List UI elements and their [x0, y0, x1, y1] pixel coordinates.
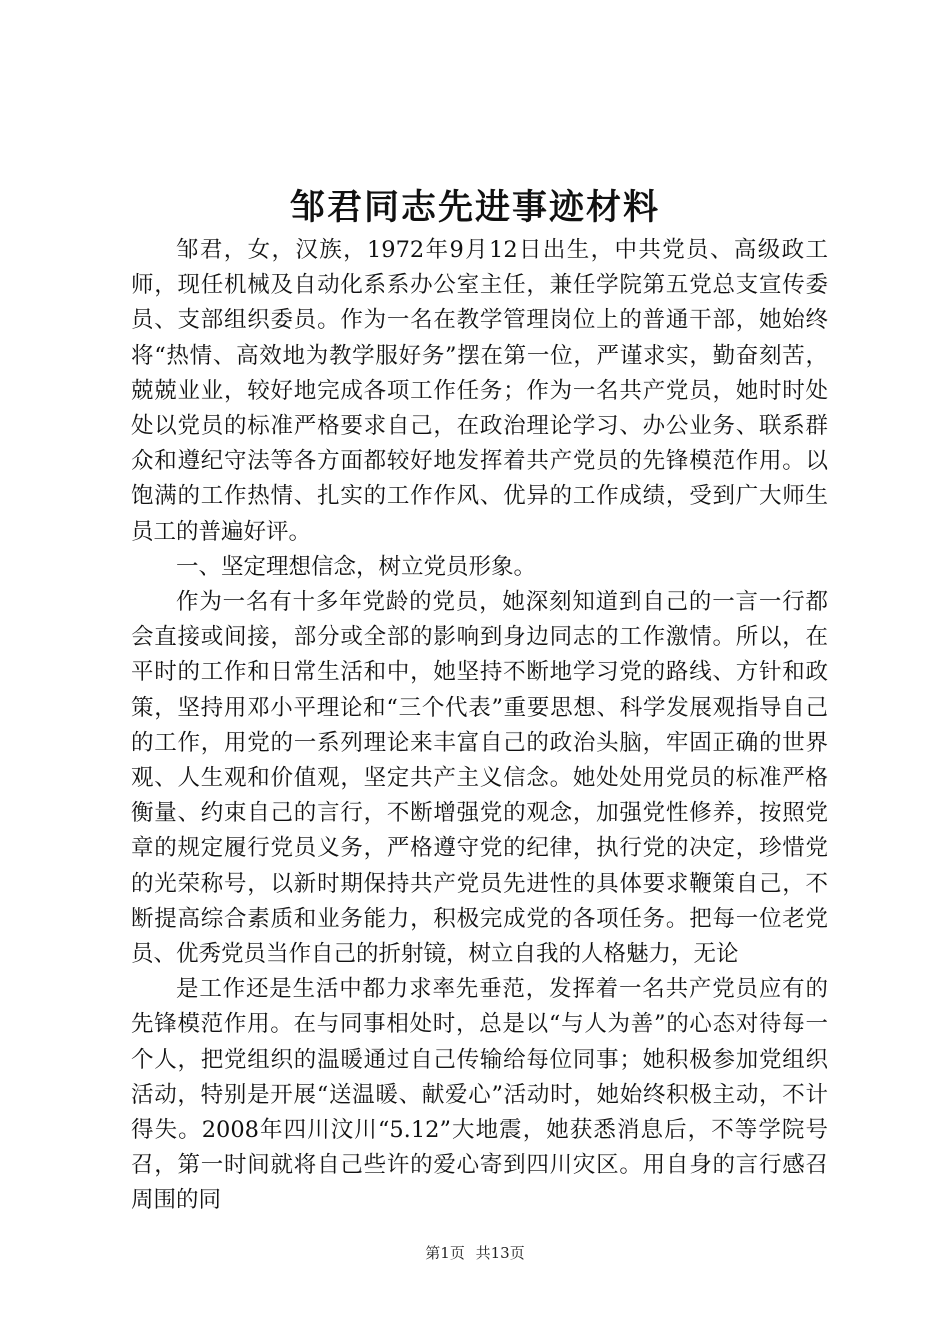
- paragraph-continued: 是工作还是生活中都力求率先垂范，发挥着一名共产党员应有的先锋模范作用。在与同事相处时，总是以“与人为善”的心态对待每一个人，把党组织的温暖通过自己传输给每位同事；她积极参加党组织活动，特别是开展“送温暖、献爱心”活动时，她始终积极主动，不计得失。2008年四川汶川“5.12”大地震，她获悉消息后，不等学院号召，第一时间就将自己些许的爱心寄到四川灾区。用自身的言行感召周围的同: [131, 976, 828, 1214]
- page-total: 共13页: [475, 1244, 525, 1262]
- paragraph-intro: 邹君，女，汉族，1972年9月12日出生，中共党员、高级政工师，现任机械及自动化系系办公室主任，兼任学院第五党总支宣传委员、支部组织委员。作为一名在教学管理岗位上的普通干部，她始终将“热情、高效地为教学服好务”摆在第一位，严谨求实，勤奋刻苦，兢兢业业，较好地完成各项工作任务；作为一名共产党员，她时时处处以党员的标准严格要求自己，在政治理论学习、办公业务、联系群众和遵纪守法等各方面都较好地发挥着共产党员的先锋模范作用。以饱满的工作热情、扎实的工作作风、优异的工作成绩，受到广大师生员工的普遍好评。: [131, 237, 828, 545]
- section-heading-1: 一、坚定理想信念，树立党员形象。: [176, 553, 537, 580]
- document-title: 邹君同志先进事迹材料: [289, 187, 660, 228]
- page-footer: [0, 1243, 950, 1263]
- document-body: [131, 233, 828, 1219]
- paragraph-section-1: 作为一名有十多年党龄的党员，她深刻知道到自己的一言一行都会直接或间接，部分或全部的影响到身边同志的工作激情。所以，在平时的工作和日常生活和中，她坚持不断地学习党的路线、方针和政策，坚持用邓小平理论和“三个代表”重要思想、科学发展观指导自己的工作，用党的一系列理论来丰富自己的政治头脑，牢固正确的世界观、人生观和价值观，坚定共产主义信念。她处处用党员的标准严格衡量、约束自己的言行，不断增强党的观念，加强党性修养，按照党章的规定履行党员义务，严格遵守党的纪律，执行党的决定，珍惜党的光荣称号，以新时期保持共产党员先进性的具体要求鞭策自己，不断提高综合素质和业务能力，积极完成党的各项任务。把每一位老党员、优秀党员当作自己的折射镜，树立自我的人格魅力，无论: [131, 589, 828, 968]
- page-number: 第1页: [425, 1244, 465, 1262]
